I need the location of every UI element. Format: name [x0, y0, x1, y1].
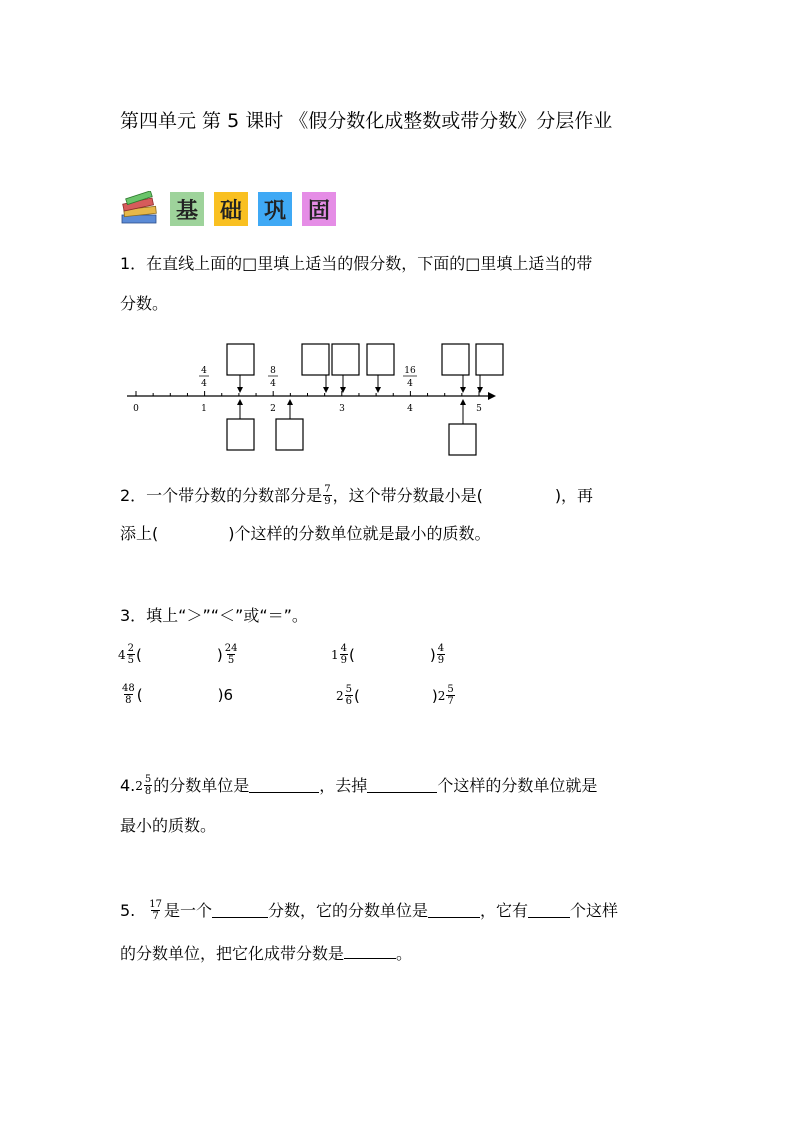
- number-line-arrowhead: [488, 392, 496, 400]
- answer-box-bottom-1[interactable]: [227, 419, 254, 450]
- q5-line2: [120, 944, 412, 962]
- svg-text:4: 4: [201, 366, 207, 376]
- number-line-figure: [118, 335, 508, 460]
- q5-answer-blank-3[interactable]: [528, 903, 570, 918]
- answer-box-bottom-3[interactable]: [449, 424, 476, 455]
- q5-text-f: 。: [396, 944, 413, 963]
- q3-item-3: $\frac{48}{8}$ ( ) 6: [122, 683, 233, 706]
- answer-box-top-5[interactable]: [442, 344, 469, 375]
- q4-answer-blank-1[interactable]: [249, 778, 319, 793]
- q4-answer-blank-2[interactable]: [367, 778, 437, 793]
- q3-item-3-left: $\frac{48}{8}$: [122, 683, 135, 706]
- q3-item-1: 4 $\frac{2}{5}$ ( ) $\frac{24}{5}$: [118, 643, 238, 666]
- q5-prefix: 5.: [120, 900, 136, 920]
- q2-text-b: ，这个带分数最小是(: [332, 485, 483, 505]
- q4-text-a: 的分数单位是: [153, 775, 250, 795]
- tick-label-2: 2: [270, 404, 276, 414]
- q4-mixed-number: 2 $\frac{5}{8}$: [135, 774, 152, 797]
- q2-text-d: 添上(: [120, 524, 159, 543]
- q3-item-4-right: 2 $\frac{5}{7}$: [437, 684, 454, 707]
- q5-text-e: 的分数单位，把它化成带分数是: [120, 944, 345, 963]
- fraction-label-4-4: [199, 366, 209, 389]
- svg-text:16: 16: [404, 366, 416, 376]
- fraction-label-16-4: [403, 366, 417, 389]
- q4-text-c: 个这样的分数单位就是: [437, 775, 598, 795]
- q5-line1: [120, 899, 618, 922]
- svg-text:4: 4: [270, 379, 276, 389]
- q4-text-b: ，去掉: [319, 775, 368, 795]
- q5-text-c: ，它有: [480, 900, 529, 920]
- q1-line2: 分数。: [120, 294, 169, 313]
- q3-item-3-right: 6: [223, 685, 233, 704]
- q3-item-4-left: 2 $\frac{5}{6}$: [336, 684, 353, 707]
- q5-text-b: 分数，它的分数单位是: [268, 900, 429, 920]
- fraction-label-8-4: [268, 366, 278, 389]
- q5-text-d: 个这样: [570, 900, 619, 920]
- upper-answer-boxes: [227, 344, 503, 392]
- section-tile-2: 础: [214, 192, 248, 226]
- lower-answer-boxes: [227, 400, 476, 455]
- tick-label-4: 4: [407, 404, 413, 414]
- section-tile-1: 基: [170, 192, 204, 226]
- q2-line1: [120, 484, 593, 507]
- section-tile-3: 巩: [258, 192, 292, 226]
- q3-item-1-left: 4 $\frac{2}{5}$: [118, 643, 135, 666]
- q3-item-4: 2 $\frac{5}{6}$ ( ) 2 $\frac{5}{7}$: [336, 684, 454, 707]
- q5-text-a: 是一个: [164, 900, 213, 920]
- section-tile-4: 固: [302, 192, 336, 226]
- answer-box-top-1[interactable]: [227, 344, 254, 375]
- answer-box-top-6[interactable]: [476, 344, 503, 375]
- tick-label-3: 3: [339, 404, 345, 414]
- svg-text:4: 4: [201, 379, 207, 389]
- q5-answer-blank-4[interactable]: [344, 944, 396, 959]
- tick-label-5: 5: [476, 404, 482, 414]
- q3-item-1-right: $\frac{24}{5}$: [224, 643, 238, 666]
- q4-line1: [120, 774, 597, 797]
- answer-box-top-3[interactable]: [332, 344, 359, 375]
- answer-box-top-2[interactable]: [302, 344, 329, 375]
- q3-item-2: 1 $\frac{4}{9}$ ( ) $\frac{4}{9}$: [331, 643, 445, 666]
- q3-item-2-right: $\frac{4}{9}$: [437, 643, 445, 666]
- q2-text-a: 2．一个带分数的分数部分是: [120, 485, 323, 505]
- worksheet-title: 第四单元 第 5 课时 《假分数化成整数或带分数》分层作业: [120, 110, 613, 132]
- books-icon: [120, 191, 160, 227]
- tick-label-0: 0: [133, 404, 139, 414]
- q5-fraction: $\frac{17}{7}$: [149, 899, 162, 922]
- q5-answer-blank-1[interactable]: [212, 903, 268, 918]
- section-banner: [120, 191, 336, 227]
- q2-fraction: $\frac{7}{9}$: [324, 484, 331, 507]
- q4-prefix: 4.: [120, 775, 136, 795]
- q2-line2: [120, 526, 491, 542]
- q2-text-c: )，再: [554, 485, 594, 505]
- q2-text-e: )个这样的分数单位就是最小的质数。: [228, 524, 491, 543]
- q1-line1: 1．在直线上面的□里填上适当的假分数，下面的□里填上适当的带: [120, 254, 593, 273]
- q3-instruction: 3．填上“＞”“＜”或“＝”。: [120, 606, 308, 625]
- minor-ticks: [136, 391, 479, 396]
- q5-answer-blank-2[interactable]: [428, 903, 480, 918]
- answer-box-bottom-2[interactable]: [276, 419, 303, 450]
- q3-item-2-left: 1 $\frac{4}{9}$: [331, 643, 348, 666]
- svg-text:4: 4: [407, 379, 413, 389]
- answer-box-top-4[interactable]: [367, 344, 394, 375]
- svg-text:8: 8: [270, 366, 276, 376]
- tick-label-1: 1: [201, 404, 207, 414]
- q4-line2: 最小的质数。: [120, 816, 217, 835]
